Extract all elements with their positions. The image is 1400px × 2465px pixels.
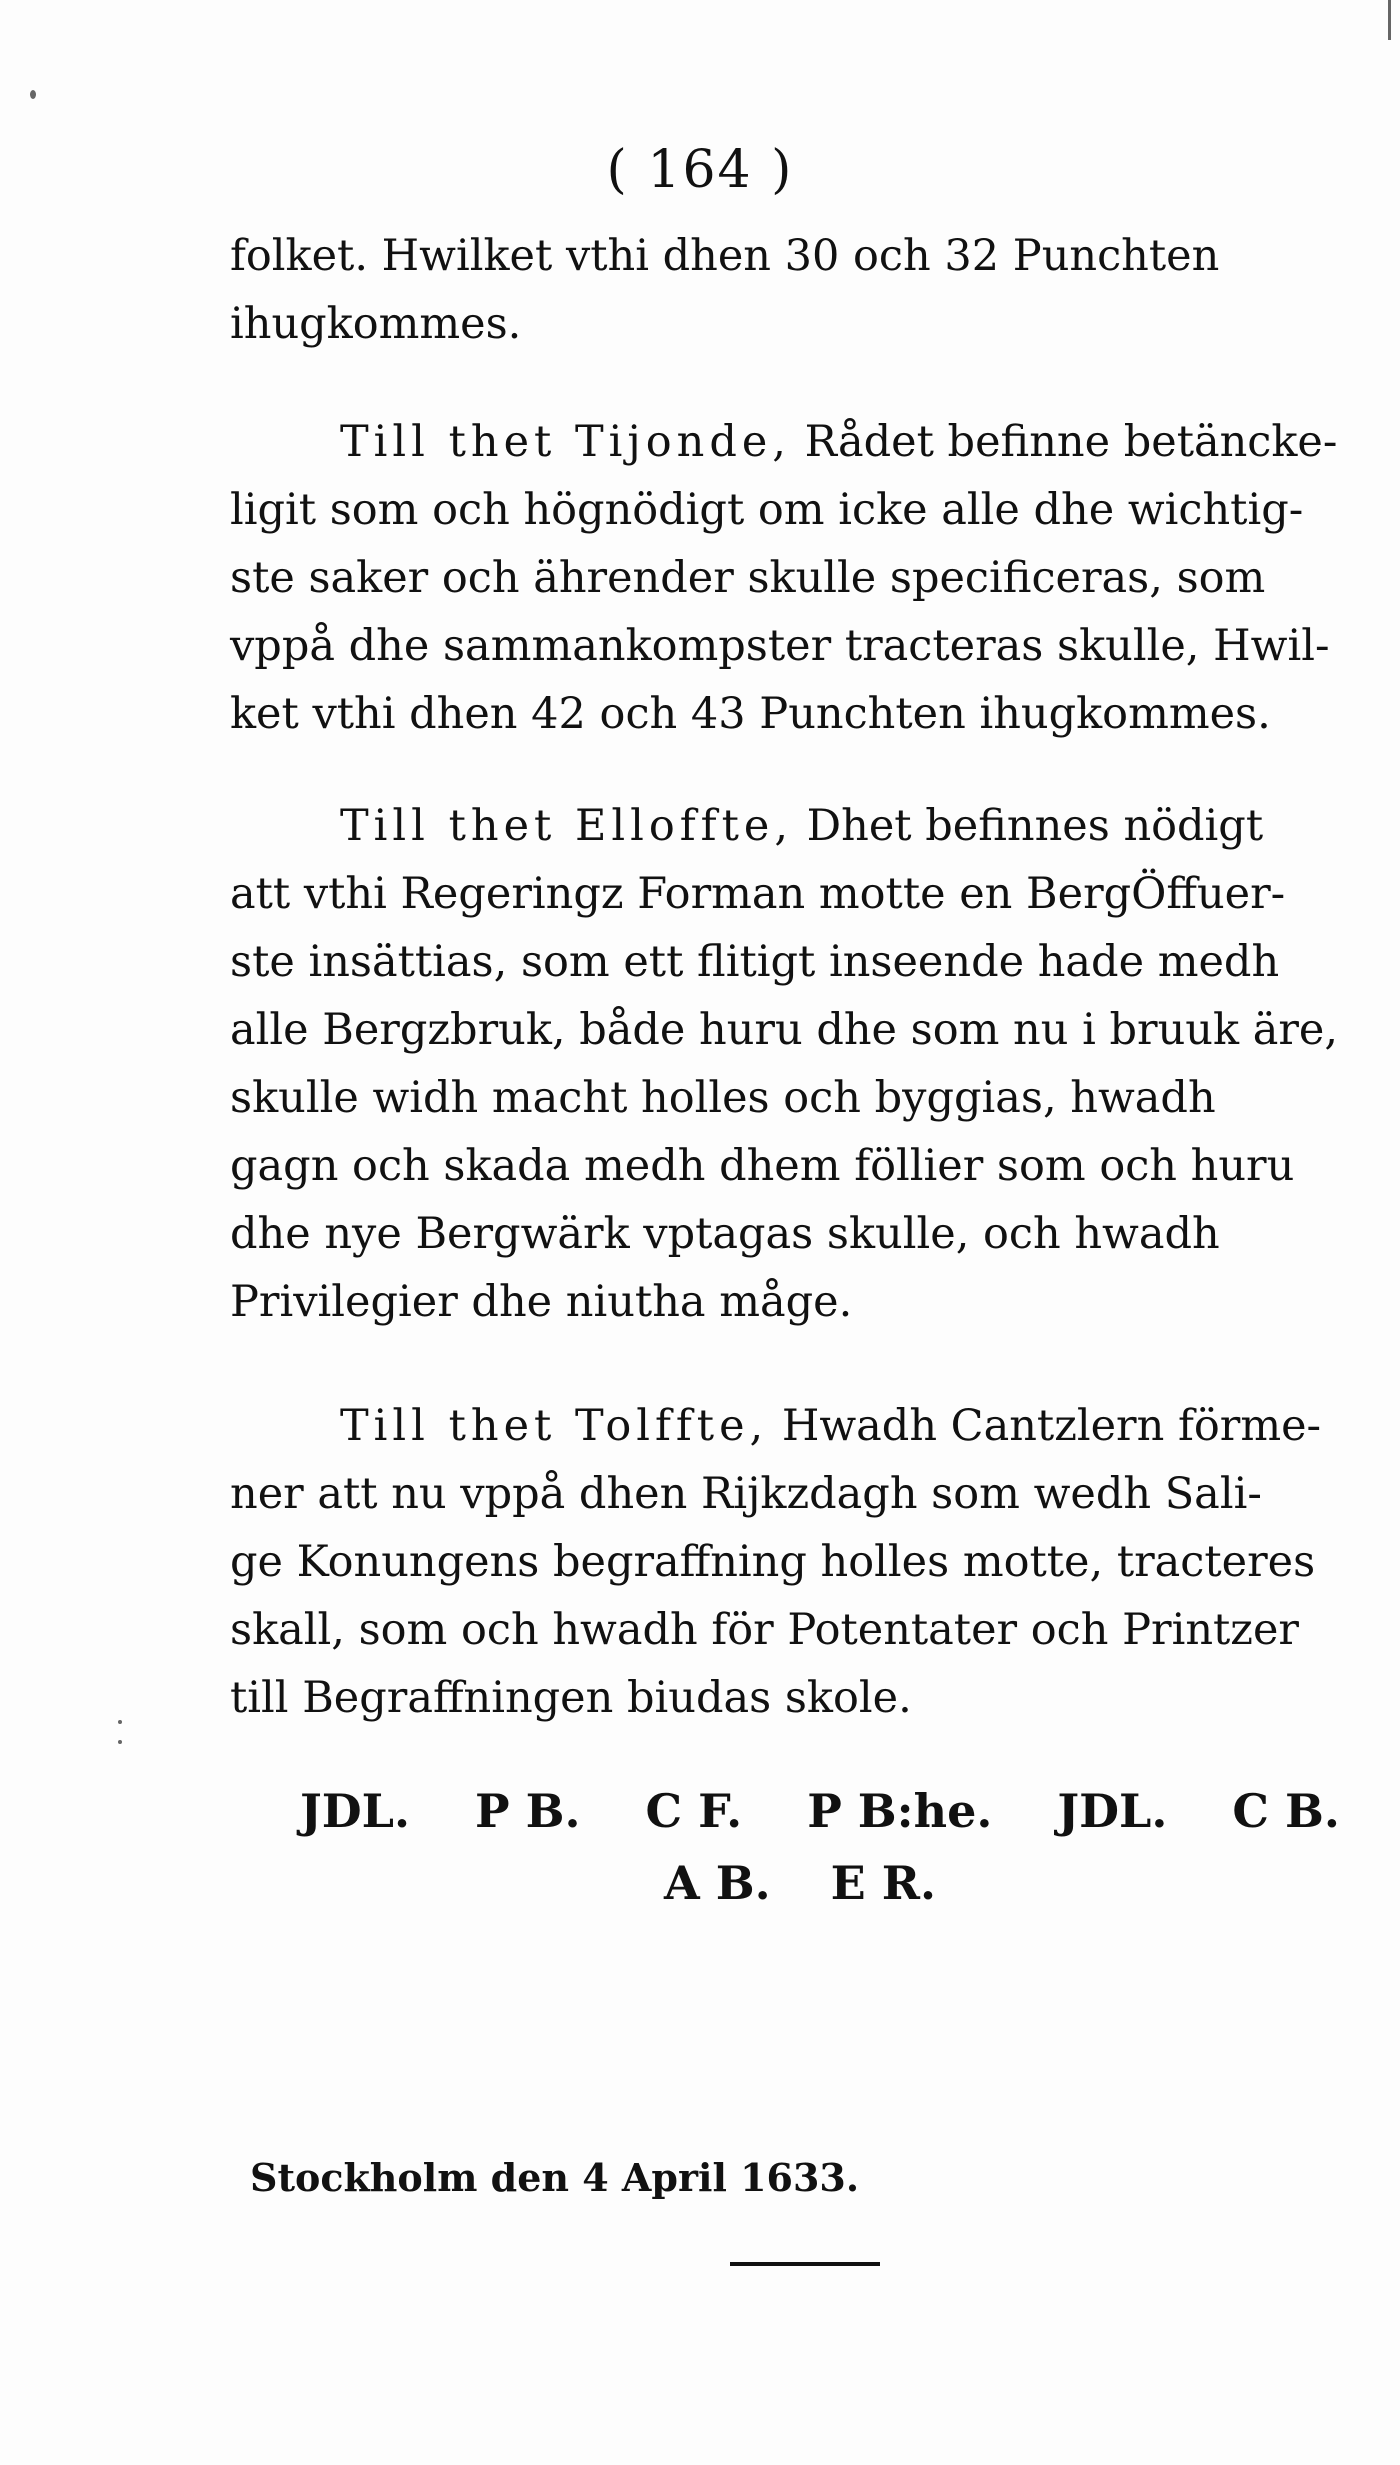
paragraph-line: gagn och skada medh dhem föllier som och huru	[230, 1141, 1295, 1191]
paragraph-first-line	[230, 792, 1370, 860]
paragraph-first-line	[230, 1392, 1370, 1460]
signature-initials: P B:he.	[807, 1784, 993, 1838]
paragraph-line: ihugkommes.	[230, 299, 522, 349]
signatures-row-1	[230, 1775, 1370, 1847]
section-lead: Till thet Elloffte,	[340, 801, 793, 851]
paragraph-line: ste saker och ährender skulle specificeras, som	[230, 553, 1266, 603]
paragraph-line: Privilegier dhe niutha måge.	[230, 1277, 853, 1327]
scan-speck	[118, 1740, 122, 1744]
paragraph-line: till Begraffningen biudas skole.	[230, 1673, 912, 1723]
paragraph-first-line	[230, 408, 1370, 476]
scan-edge-mark	[1388, 0, 1391, 40]
paragraph-line: Rådet befinne betäncke-	[790, 417, 1338, 467]
paragraph-line: ge Konungens begraffning holles motte, tracteres	[230, 1537, 1316, 1587]
paragraph-line: ket vthi dhen 42 och 43 Punchten ihugkommes.	[230, 689, 1271, 739]
paragraph-line: dhe nye Bergwärk vptagas skulle, och hwadh	[230, 1209, 1220, 1259]
paragraph-line: Hwadh Cantzlern förme-	[768, 1401, 1322, 1451]
paragraph-line: skall, som och hwadh för Potentater och Printzer	[230, 1605, 1299, 1655]
section-lead: Till thet Tijonde,	[340, 417, 791, 467]
dateline: Stockholm den 4 April 1633.	[250, 2155, 860, 2200]
page-number-header: ( 164 )	[606, 140, 794, 200]
end-rule	[730, 2262, 880, 2266]
signature-initials: C B.	[1232, 1784, 1340, 1838]
signature-initials: A B.	[664, 1856, 771, 1910]
paragraph-line: Dhet befinnes nödigt	[792, 801, 1264, 851]
signature-initials: C F.	[645, 1784, 743, 1838]
paragraph-1	[230, 222, 1370, 358]
paragraph-line: folket. Hwilket vthi dhen 30 och 32 Punchten	[230, 231, 1220, 281]
paragraph-line: att vthi Regeringz Forman motte en BergÖffuer-	[230, 869, 1286, 919]
paragraph-2	[230, 408, 1370, 748]
scan-speck	[118, 1720, 122, 1724]
scan-speck	[30, 90, 36, 99]
signature-initials: JDL.	[1057, 1784, 1168, 1838]
signatures-block	[230, 1775, 1370, 1919]
signatures-row-2	[230, 1847, 1370, 1919]
section-lead: Till thet Tolffte,	[340, 1401, 769, 1451]
paragraph-line: vppå dhe sammankompster tracteras skulle, Hwil-	[230, 621, 1330, 671]
paragraph-line: ste insättias, som ett flitigt inseende hade medh	[230, 937, 1280, 987]
signature-initials: E R.	[830, 1856, 936, 1910]
paragraph-line: ligit som och högnödigt om icke alle dhe wichtig-	[230, 485, 1304, 535]
paragraph-3	[230, 792, 1370, 1336]
signature-initials: JDL.	[300, 1784, 411, 1838]
paragraph-line: ner att nu vppå dhen Rijkzdagh som wedh Sali-	[230, 1469, 1262, 1519]
paragraph-line: alle Bergzbruk, både huru dhe som nu i bruuk äre,	[230, 1005, 1339, 1055]
paragraph-4	[230, 1392, 1370, 1732]
signature-initials: P B.	[475, 1784, 581, 1838]
paragraph-line: skulle widh macht holles och byggias, hwadh	[230, 1073, 1216, 1123]
